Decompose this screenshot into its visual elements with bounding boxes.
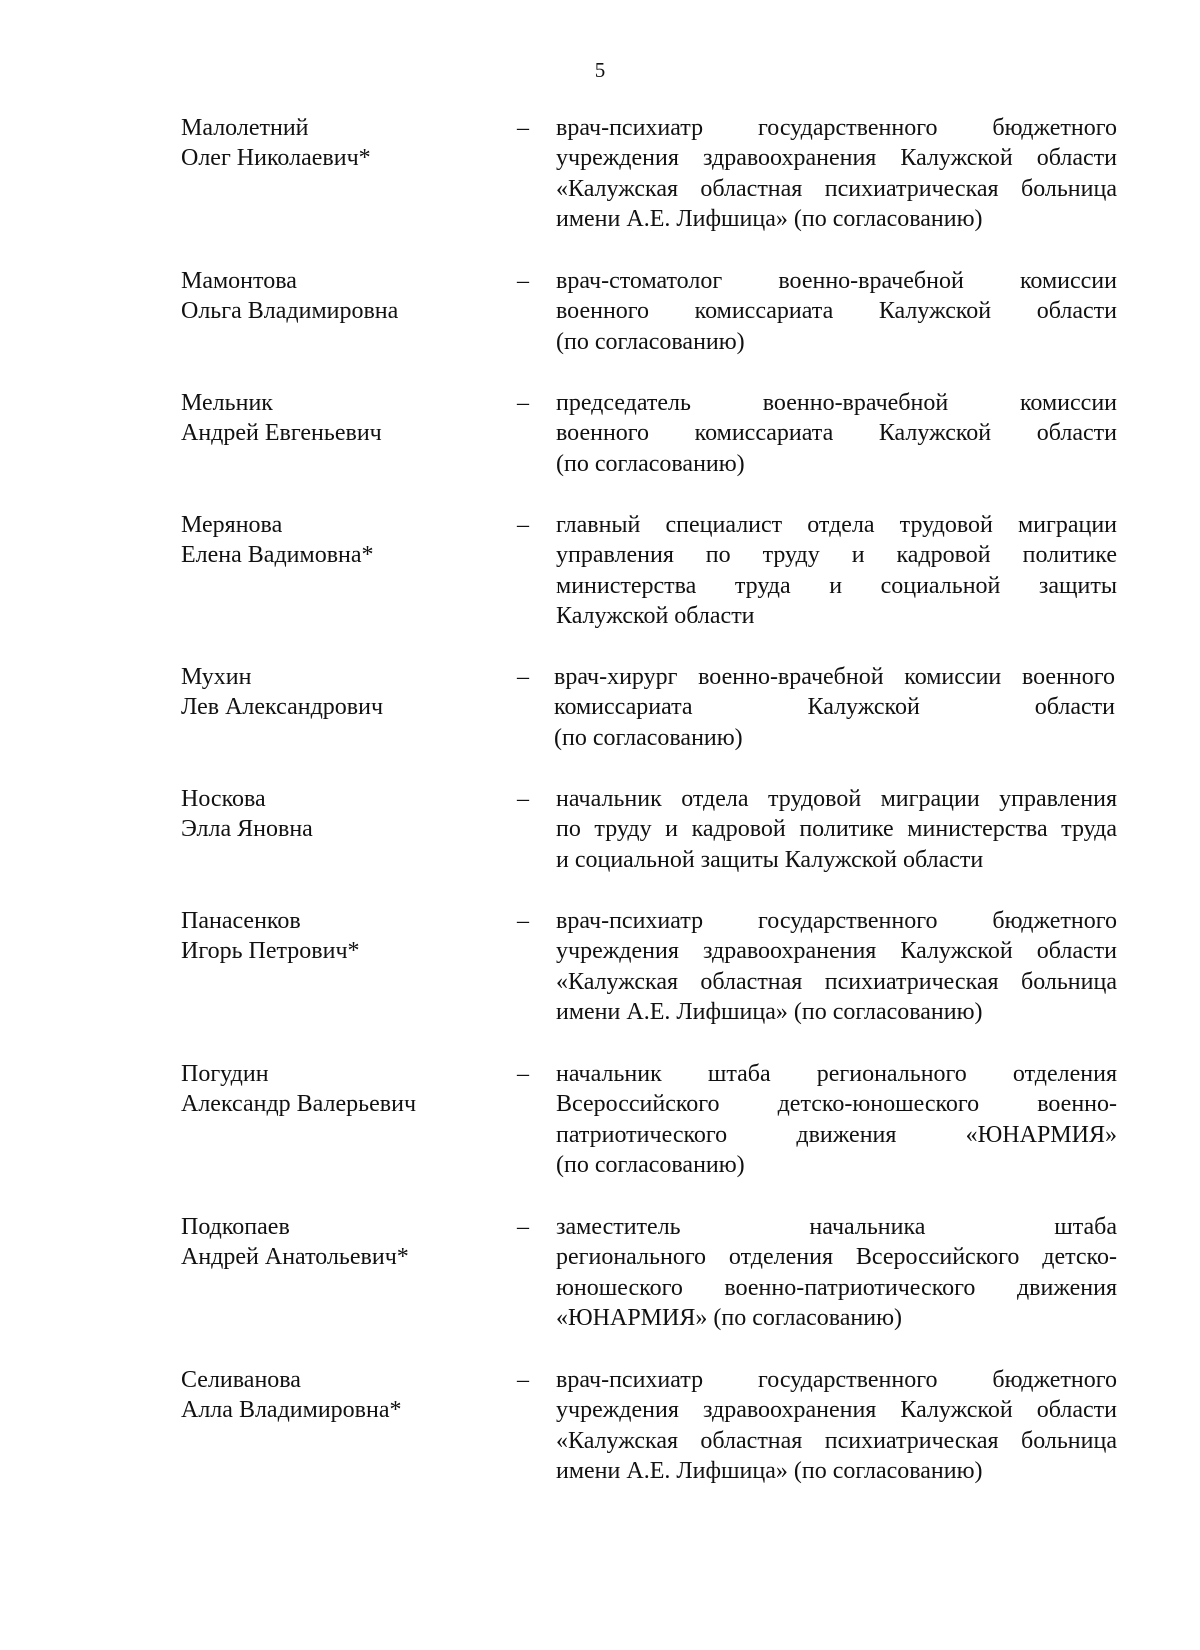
position-line: врач-психиатр государственного бюджетного: [556, 1367, 1117, 1393]
position-line: имени А.Е. Лифшица» (по согласованию): [556, 999, 983, 1026]
member-position: [556, 388, 1117, 479]
member-given-names: Олег Николаевич*: [181, 145, 371, 172]
separator-dash: –: [517, 1061, 529, 1087]
position-line: врач-психиатр государственного бюджетного: [556, 115, 1117, 141]
position-line: военного комиссариата Калужской области: [556, 298, 1117, 325]
member-position: [556, 510, 1117, 632]
member-surname: Панасенков: [181, 908, 301, 934]
position-line: начальник штаба регионального отделения: [556, 1061, 1117, 1087]
member-position: [556, 784, 1117, 875]
position-line: министерства труда и социальной защиты: [556, 572, 1117, 599]
position-line: «Калужская областная психиатрическая больница: [556, 175, 1117, 202]
position-line: начальник отдела трудовой миграции управления: [556, 786, 1117, 812]
separator-dash: –: [517, 268, 529, 294]
position-line: (по согласованию): [556, 1152, 745, 1179]
member-position: [556, 906, 1117, 1028]
member-surname: Малолетний: [181, 115, 309, 141]
position-line: (по согласованию): [556, 450, 745, 477]
separator-dash: –: [517, 664, 529, 690]
separator-dash: –: [517, 115, 529, 141]
member-name: [181, 1059, 481, 1120]
separator-dash: –: [517, 908, 529, 934]
member-name: [181, 1365, 481, 1426]
member-given-names: Игорь Петрович*: [181, 938, 360, 965]
member-given-names: Алла Владимировна*: [181, 1397, 402, 1424]
member-surname: Погудин: [181, 1061, 269, 1087]
position-line: управления по труду и кадровой политике: [556, 542, 1117, 569]
page-number: 5: [594, 58, 606, 82]
separator-dash: –: [517, 390, 529, 416]
member-position: [556, 1212, 1117, 1334]
member-name: [181, 784, 481, 845]
position-line: (по согласованию): [556, 328, 745, 355]
member-name: [181, 510, 481, 571]
member-surname: Носкова: [181, 786, 266, 812]
position-line: «Калужская областная психиатрическая больница: [556, 1427, 1117, 1454]
member-position: [556, 1365, 1117, 1487]
member-surname: Мельник: [181, 390, 273, 416]
member-position: [554, 662, 1115, 753]
member-surname: Подкопаев: [181, 1214, 290, 1240]
position-line: главный специалист отдела трудовой миграции: [556, 512, 1117, 538]
member-surname: Мерянова: [181, 512, 283, 538]
member-given-names: Андрей Анатольевич*: [181, 1244, 409, 1271]
member-surname: Мамонтова: [181, 268, 297, 294]
position-line: военного комиссариата Калужской области: [556, 420, 1117, 447]
position-line: заместитель начальника штаба: [556, 1214, 1117, 1240]
position-line: (по согласованию): [554, 724, 743, 751]
member-surname: Селиванова: [181, 1367, 301, 1393]
member-given-names: Элла Яновна: [181, 816, 313, 843]
member-given-names: Елена Вадимовна*: [181, 542, 374, 569]
position-line: председатель военно-врачебной комиссии: [556, 390, 1117, 416]
member-position: [556, 113, 1117, 235]
position-line: Всероссийского детско-юношеского военно-: [556, 1091, 1117, 1118]
position-line: юношеского военно-патриотического движения: [556, 1274, 1117, 1301]
position-line: комиссариата Калужской области: [554, 694, 1115, 721]
position-line: «Калужская областная психиатрическая больница: [556, 968, 1117, 995]
position-line: врач-стоматолог военно-врачебной комиссии: [556, 268, 1117, 294]
member-given-names: Лев Александрович: [181, 694, 384, 721]
position-line: врач-психиатр государственного бюджетного: [556, 908, 1117, 934]
member-surname: Мухин: [181, 664, 252, 690]
position-line: патриотического движения «ЮНАРМИЯ»: [556, 1121, 1117, 1148]
position-line: учреждения здравоохранения Калужской области: [556, 145, 1117, 172]
member-name: [181, 266, 481, 327]
position-line: регионального отделения Всероссийского детско-: [556, 1244, 1117, 1271]
member-position: [556, 266, 1117, 357]
separator-dash: –: [517, 1214, 529, 1240]
position-line: учреждения здравоохранения Калужской области: [556, 1397, 1117, 1424]
position-line: врач-хирург военно-врачебной комиссии военного: [554, 664, 1115, 690]
position-line: по труду и кадровой политике министерства труда: [556, 816, 1117, 843]
position-line: имени А.Е. Лифшица» (по согласованию): [556, 206, 983, 233]
member-name: [181, 113, 481, 174]
member-given-names: Александр Валерьевич: [181, 1091, 417, 1118]
member-name: [181, 906, 481, 967]
member-name: [181, 1212, 481, 1273]
position-line: Калужской области: [556, 603, 755, 630]
member-position: [556, 1059, 1117, 1181]
position-line: учреждения здравоохранения Калужской области: [556, 938, 1117, 965]
separator-dash: –: [517, 1367, 529, 1393]
position-line: «ЮНАРМИЯ» (по согласованию): [556, 1305, 903, 1332]
separator-dash: –: [517, 512, 529, 538]
member-given-names: Андрей Евгеньевич: [181, 420, 382, 447]
member-name: [181, 662, 481, 723]
position-line: и социальной защиты Калужской области: [556, 846, 984, 873]
separator-dash: –: [517, 786, 529, 812]
member-name: [181, 388, 481, 449]
position-line: имени А.Е. Лифшица» (по согласованию): [556, 1458, 983, 1485]
member-given-names: Ольга Владимировна: [181, 298, 399, 325]
